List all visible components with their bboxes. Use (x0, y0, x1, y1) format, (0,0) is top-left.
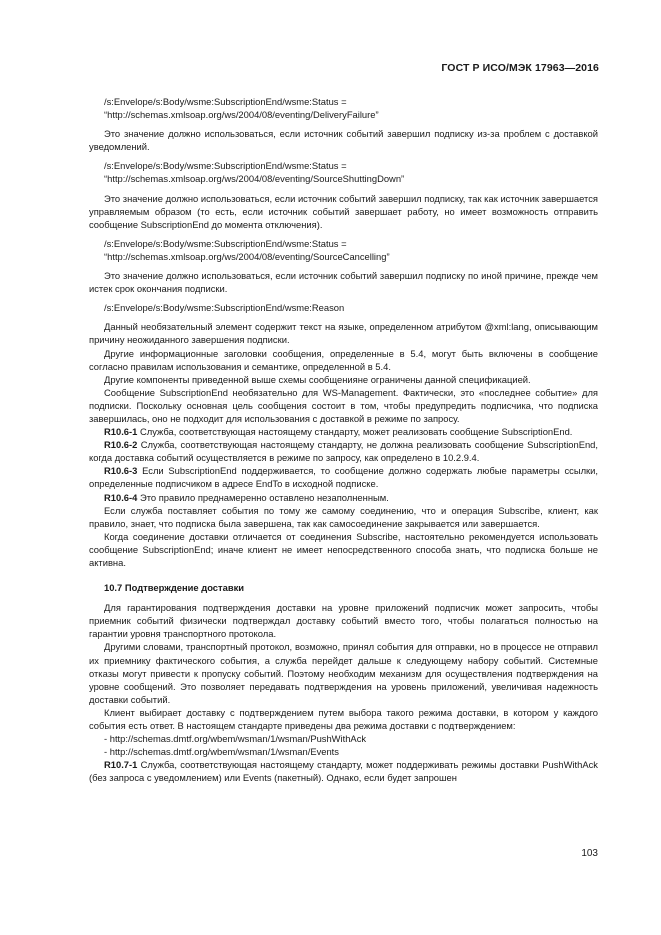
rule-id: R10.6-4 (104, 491, 138, 503)
document-header: ГОСТ Р ИСО/МЭК 17963—2016 (441, 62, 599, 74)
paragraph: Это значение должно использоваться, если источник событий завершил подписку по иной причине, прежде чем истек срок окончания подписки. (89, 270, 598, 295)
section-heading: 10.7 Подтверждение доставки (104, 582, 245, 594)
code-path: /s:Envelope/s:Body/wsme:SubscriptionEnd/wsme:Status = “http://schemas.xmlsoap.org/ws/2004/08/eventing/SourceCancelling” (104, 237, 390, 262)
rule-id: R10.6-2 (104, 439, 138, 451)
paragraph: Для гарантирования подтверждения доставки на уровне приложений подписчик может запросить, чтобы приемник событий физически подтверждал доставку событий вместо того, чтобы полагаться полностью на гарантии уровня транспортного протокола. (89, 602, 598, 640)
paragraph: Сообщение SubscriptionEnd необязательно для WS-Management. Фактически, это «последнее событие» для подписки. Поскольку основная цель сообщения состоит в том, чтобы предупредить подписчика, что подписка завершилась, оно не подходит для использования с доставкой в режиме по запросу. (89, 386, 598, 424)
paragraph: Это значение должно использоваться, если источник событий завершил подписку из-за проблем с доставкой уведомлений. (89, 128, 598, 153)
paragraph: Когда соединение доставки отличается от соединения Subscribe, настоятельно рекомендуется использовать сообщение SubscriptionEnd; иначе клиент не имеет непосредственного способа знать, что подписка больше не активна. (89, 530, 598, 568)
page-body (89, 95, 598, 785)
requirement-rule: R10.6-1 Служба, соответствующая настоящему стандарту, может реализовать сообщение SubscriptionEnd. (104, 426, 573, 438)
paragraph: Данный необязательный элемент содержит текст на языке, определенном атрибутом @xml:lang, описывающим причину неожиданного завершения подписки. (89, 321, 598, 346)
code-path: /s:Envelope/s:Body/wsme:SubscriptionEnd/wsme:Status = “http://schemas.xmlsoap.org/ws/2004/08/eventing/SourceShuttingDown” (104, 160, 405, 185)
requirement-rule: R10.6-2 Служба, соответствующая настоящему стандарту, не должна реализовать сообщение SubscriptionEnd, когда доставка событий осуществляется в режиме по запросу, как определено в 10.2.9.4. (89, 439, 598, 464)
paragraph: Другие информационные заголовки сообщения, определенные в 5.4, могут быть включены в сообщение согласно правилам использования и семантике, определенной в 5.4. (89, 347, 598, 372)
requirement-rule: R10.7-1 Служба, соответствующая настоящему стандарту, может поддерживать режимы доставки PushWithAck (без запроса с уведомлением) или Events (пакетный). Однако, если будет запрошен (89, 759, 598, 784)
code-path: /s:Envelope/s:Body/wsme:SubscriptionEnd/wsme:Status = “http://schemas.xmlsoap.org/ws/2004/08/eventing/DeliveryFailure” (104, 96, 379, 121)
page-number: 103 (581, 848, 598, 859)
rule-id: R10.6-3 (104, 465, 138, 477)
paragraph: Другие компоненты приведенной выше схемы сообщенияне ограничены данной спецификацией. (104, 373, 531, 385)
paragraph: Если служба поставляет события по тому же самому соединению, что и операция Subscribe, клиент, как правило, знает, что подписка была завершена, так как самосоединение закрывается или завершается. (89, 504, 598, 529)
rule-id: R10.6-1 (104, 426, 138, 438)
paragraph: Клиент выбирает доставку с подтверждением путем выбора такого режима доставки, в котором у каждого события есть ответ. В настоящем стандарте приведены два режима доставки с подтверждением: (89, 706, 598, 732)
list-item: - http://schemas.dmtf.org/wbem/wsman/1/wsman/Events (104, 746, 339, 758)
rule-id: R10.7-1 (104, 759, 138, 771)
paragraph: Другими словами, транспортный протокол, возможно, принял события для отправки, но в процессе не отправил их приемнику фактического события, а служба перейдет дальше к следующему набору событий. Системные отказы могут привести к пропуску событий. Поэтому необходим механизм для осуществления подтверждения на уровне сообщений. Это позволяет передавать подтверждения на уровень приложений, увеличивая надежность доставки событий. (89, 641, 598, 705)
list-item: - http://schemas.dmtf.org/wbem/wsman/1/wsman/PushWithAck (104, 733, 367, 745)
requirement-rule: R10.6-4 Это правило преднамеренно оставлено незаполненным. (104, 491, 389, 503)
requirement-rule: R10.6-3 Если SubscriptionEnd поддерживается, то сообщение должно содержать любые параметры ссылки, определенные подписчиком в адресе EndTo в исходной подписке. (89, 465, 598, 490)
paragraph: Это значение должно использоваться, если источник событий завершил подписку, так как источник завершается управляемым образом (то есть, если источник событий завершает работу, но имеет возможность отправить сообщение SubscriptionEnd до момента отключения). (89, 192, 598, 230)
code-path: /s:Envelope/s:Body/wsme:SubscriptionEnd/wsme:Reason (104, 302, 345, 314)
